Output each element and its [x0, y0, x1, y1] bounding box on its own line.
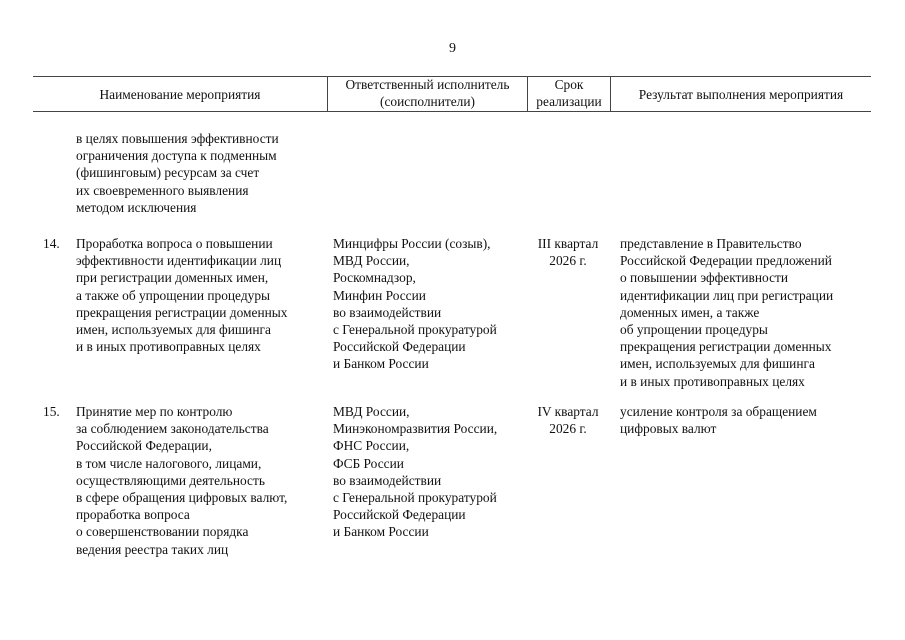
- header-bottom-rule: [33, 111, 871, 112]
- continuation-name: в целях повышения эффективности ограничения доступа к подменным (фишинговым) ресурсам за счет их своевременного выявления методом исключения: [76, 131, 279, 215]
- row-term: III квартал 2026 г.: [537, 236, 599, 269]
- header-term: Срок реализации: [536, 77, 602, 109]
- row-result: усиление контроля за обращением цифровых валют: [620, 404, 817, 437]
- row-name: Проработка вопроса о повышении эффективности идентификации лиц при регистрации доменных имен, а также об упрощении процедуры прекращения регистрации доменных имен, используемых для фишинга и в иных противоправных целях: [76, 236, 288, 355]
- row-number: 15.: [43, 404, 60, 419]
- header-name: Наименование мероприятия: [99, 87, 261, 102]
- page-number: 9: [449, 41, 456, 56]
- row-number: 14.: [43, 236, 60, 251]
- header-executor: Ответственный исполнитель (соисполнители): [345, 77, 510, 109]
- row-term: IV квартал 2026 г.: [537, 404, 599, 437]
- row-executor: Минцифры России (созыв), МВД России, Роскомнадзор, Минфин России во взаимодействии с Генеральной прокуратурой Российской Федерации и Банком России: [333, 236, 497, 372]
- header-result: Результат выполнения мероприятия: [638, 87, 844, 102]
- row-result: представление в Правительство Российской Федерации предложений о повышении эффективности идентификации лиц при регистрации доменных имен, а также об упрощении процедуры прекращения регистрации доменных имен, используемых для фишинга и в иных противоправных целях: [620, 236, 834, 389]
- row-name: Принятие мер по контролю за соблюдением законодательства Российской Федерации, в том числе налогового, лицами, осуществляющими деятельность в сфере обращения цифровых валют, проработка вопроса о совершенствовании порядка ведения реестра таких лиц: [76, 404, 288, 557]
- row-executor: МВД России, Минэкономразвития России, ФНС России, ФСБ России во взаимодействии с Генеральной прокуратурой Российской Федерации и Банком России: [333, 404, 498, 540]
